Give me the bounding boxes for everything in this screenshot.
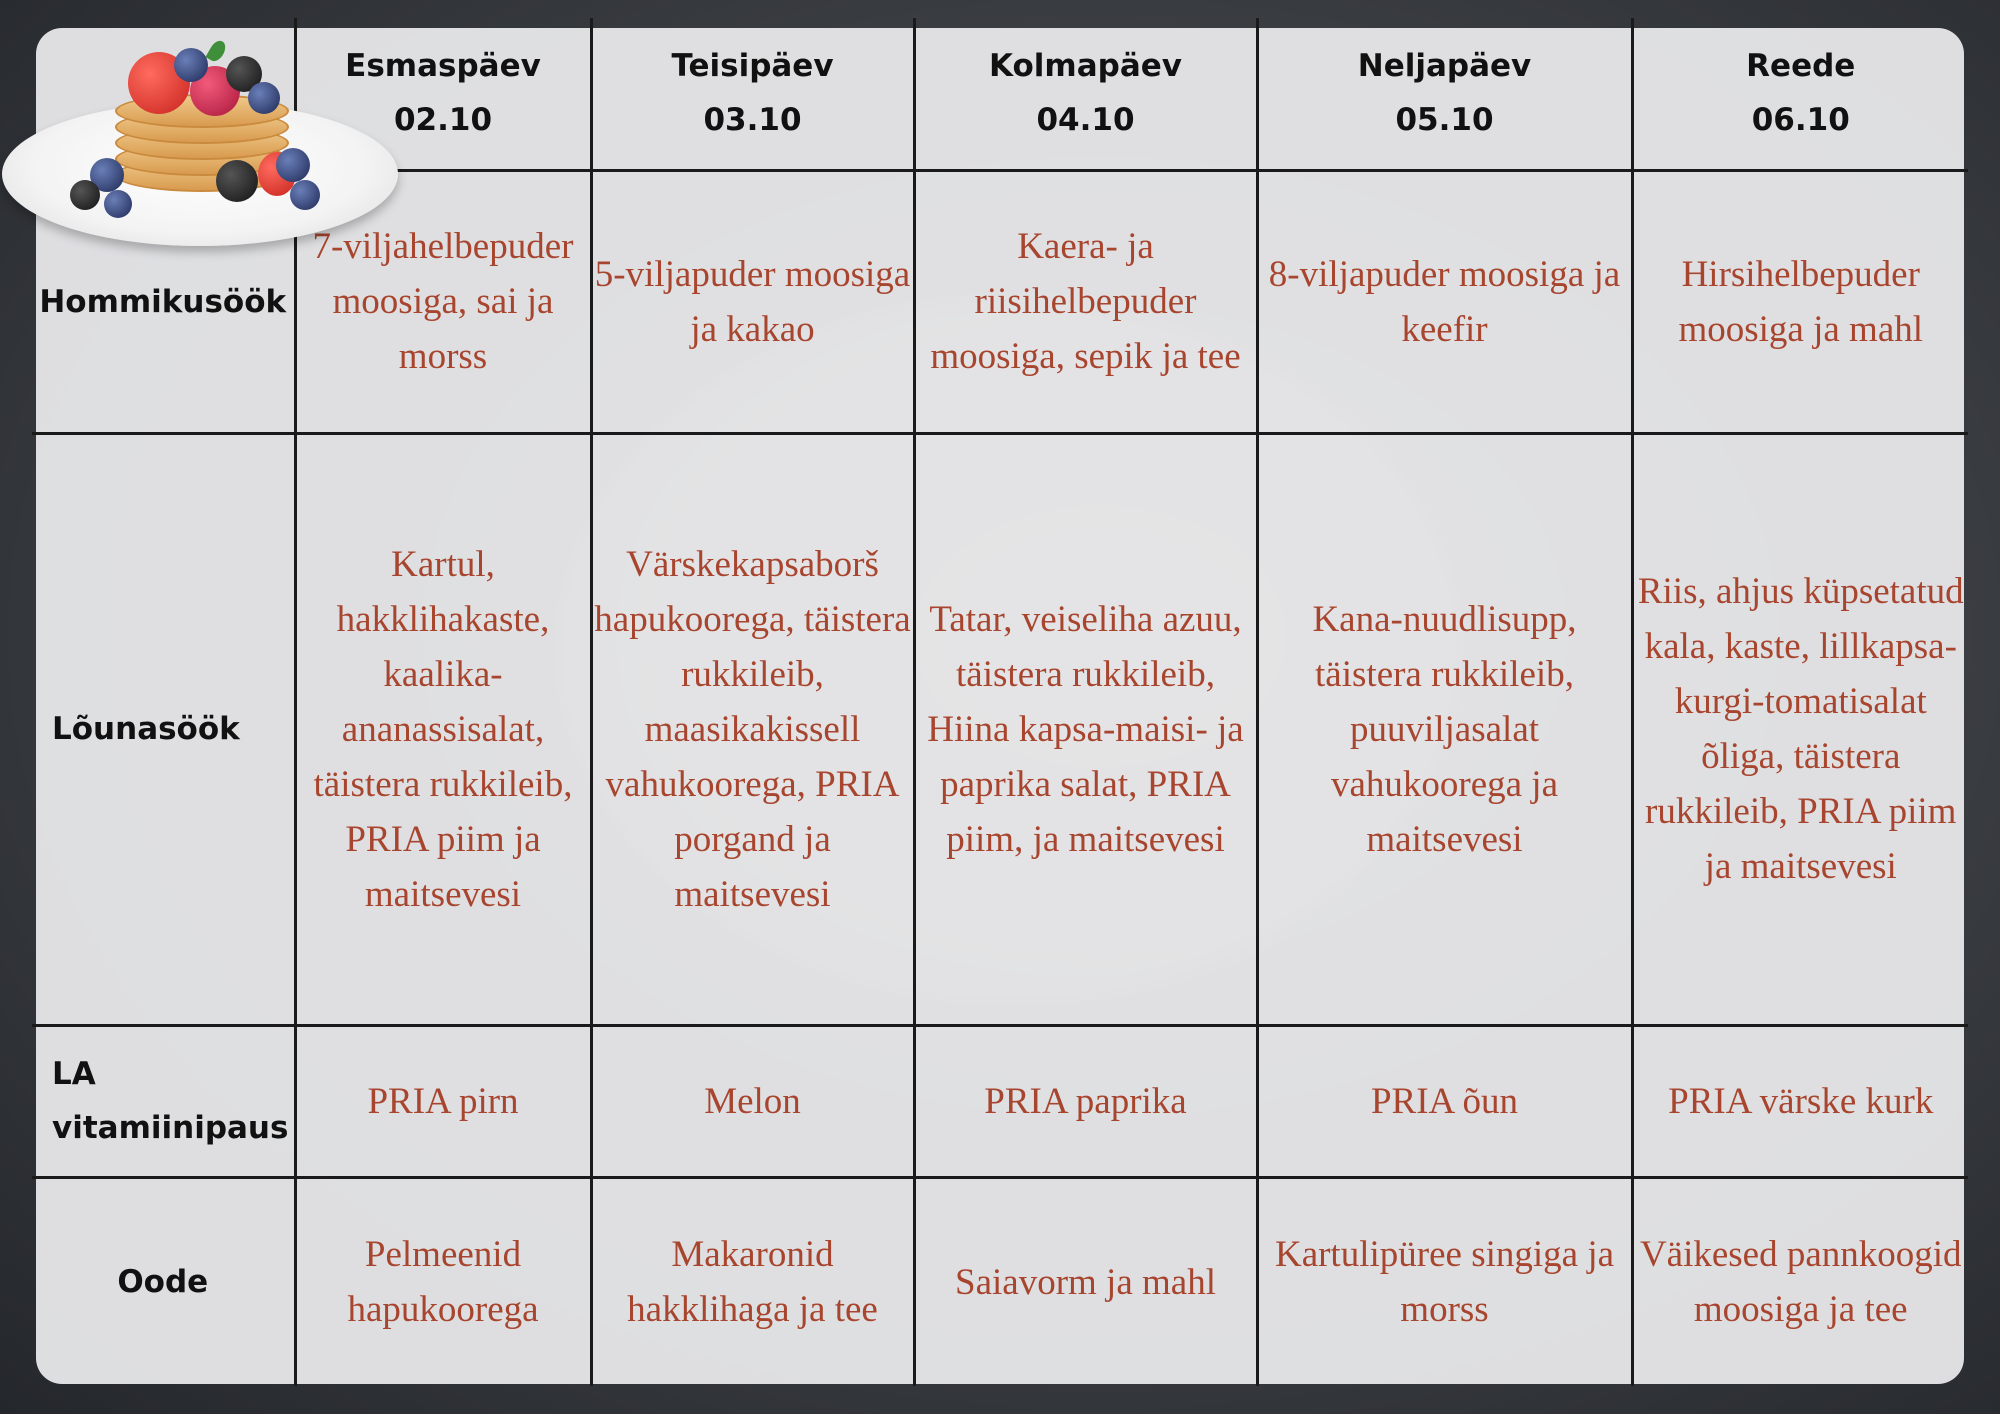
row-label-lunch: Lõunasöök	[32, 433, 295, 1025]
meal-cell: Kaera- ja riisihelbepuder moosiga, sepik ja tee	[914, 170, 1257, 433]
meal-cell: Saiavorm ja mahl	[914, 1177, 1257, 1386]
row-label-vitamin-break: LA vitamiinipaus	[32, 1025, 295, 1177]
meal-cell: Värskekapsaborš hapukoorega, täistera rukkileib, maasikakissell vahukoorega, PRIA porgand ja maitsevesi	[591, 433, 914, 1025]
day-header-friday: Reede 06.10	[1632, 18, 1968, 170]
row-label-breakfast: Hommikusöök	[32, 170, 295, 433]
row-label-snack: Oode	[32, 1177, 295, 1386]
snack-row	[32, 1177, 1968, 1386]
meal-cell: Riis, ahjus küpsetatud kala, kaste, lillkapsa-kurgi-tomatisalat õliga, täistera rukkileib, PRIA piim ja maitsevesi	[1632, 433, 1968, 1025]
meal-cell: PRIA värske kurk	[1632, 1025, 1968, 1177]
meal-cell: Melon	[591, 1025, 914, 1177]
day-header-thursday: Neljapäev 05.10	[1257, 18, 1632, 170]
meal-cell: PRIA paprika	[914, 1025, 1257, 1177]
day-header-tuesday: Teisipäev 03.10	[591, 18, 914, 170]
day-header-wednesday: Kolmapäev 04.10	[914, 18, 1257, 170]
lunch-row	[32, 433, 1968, 1025]
meal-cell: Kartulipüree singiga ja morss	[1257, 1177, 1632, 1386]
day-header-monday: Esmaspäev 02.10	[295, 18, 591, 170]
meal-cell: Hirsihelbepuder moosiga ja mahl	[1632, 170, 1968, 433]
pancake-stack-icon	[0, 30, 400, 230]
vitamin-break-row	[32, 1025, 1968, 1177]
meal-cell: 7-viljahelbepuder moosiga, sai ja morss	[295, 170, 591, 433]
meal-cell: PRIA õun	[1257, 1025, 1632, 1177]
meal-cell: Kana-nuudlisupp, täistera rukkileib, puuviljasalat vahukoorega ja maitsevesi	[1257, 433, 1632, 1025]
meal-cell: Tatar, veiseliha azuu, täistera rukkileib, Hiina kapsa-maisi- ja paprika salat, PRIA piim, ja maitsevesi	[914, 433, 1257, 1025]
meal-cell: Väikesed pannkoogid moosiga ja tee	[1632, 1177, 1968, 1386]
meal-cell: Kartul, hakklihakaste, kaalika-ananassisalat, täistera rukkileib, PRIA piim ja maitsevesi	[295, 433, 591, 1025]
meal-cell: Makaronid hakklihaga ja tee	[591, 1177, 914, 1386]
meal-cell: 8-viljapuder moosiga ja keefir	[1257, 170, 1632, 433]
meal-cell: 5-viljapuder moosiga ja kakao	[591, 170, 914, 433]
meal-cell: Pelmeenid hapukoorega	[295, 1177, 591, 1386]
meal-cell: PRIA pirn	[295, 1025, 591, 1177]
